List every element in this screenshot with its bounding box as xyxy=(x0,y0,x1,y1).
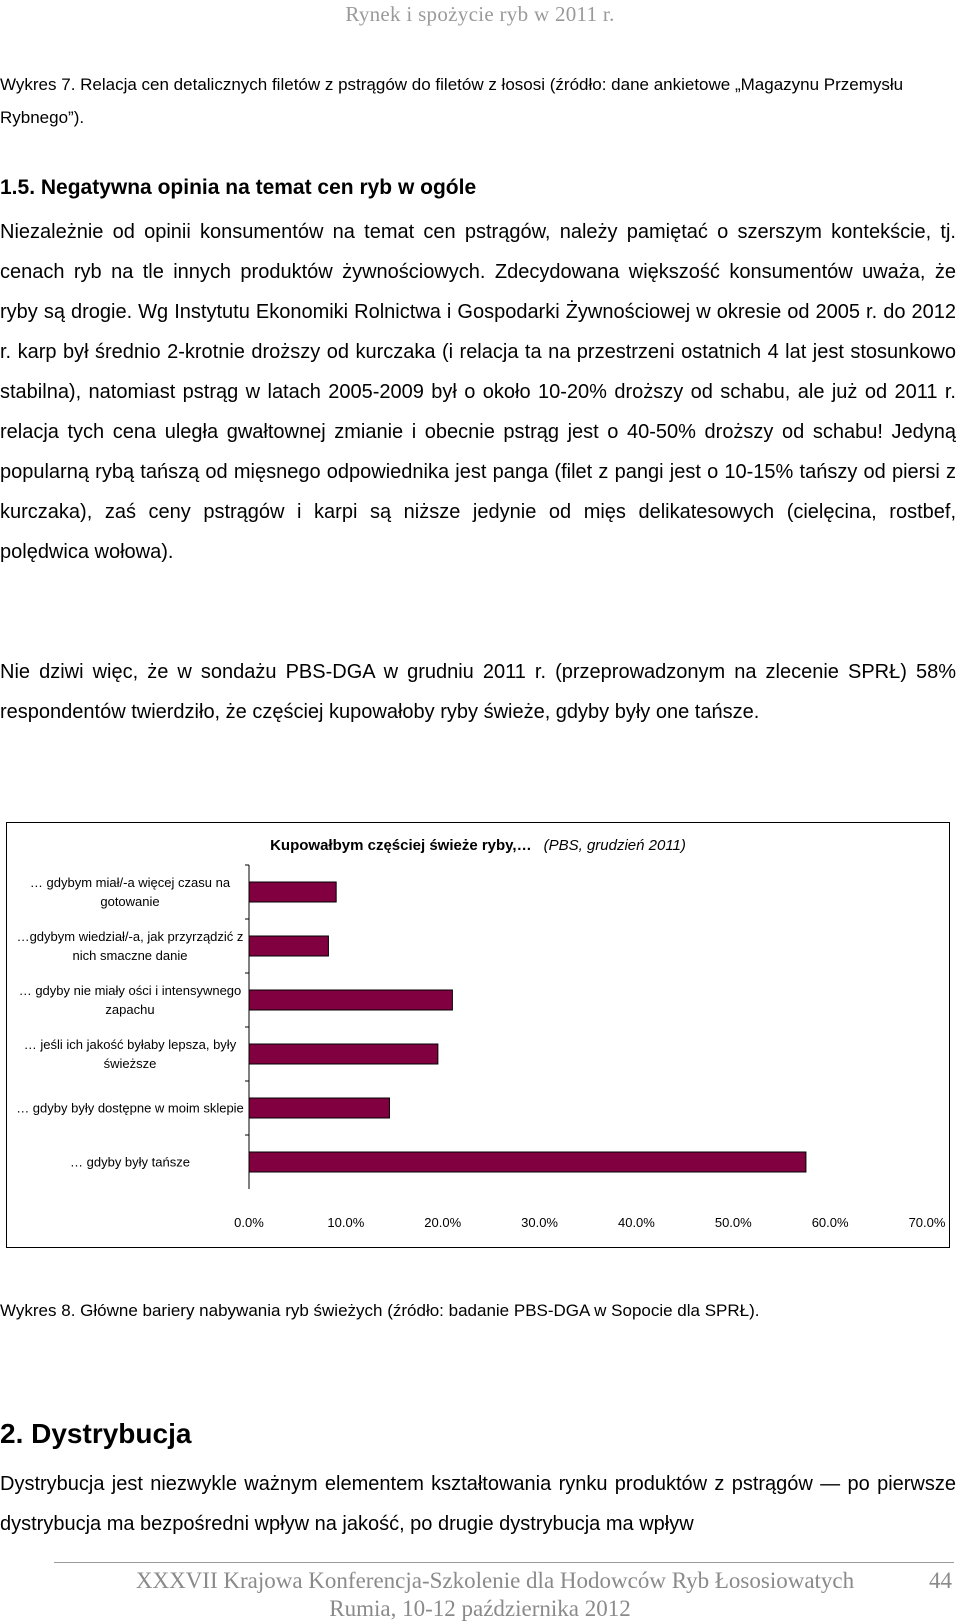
category-label: … jeśli ich jakość byłaby lepsza, były świeższe xyxy=(23,1037,237,1071)
section-1-5-heading xyxy=(0,176,476,200)
bar xyxy=(249,936,328,956)
bar xyxy=(249,1044,438,1064)
figure-8-caption: Wykres 8. Główne bariery nabywania ryb świeżych (źródło: badanie PBS-DGA w Sopocie dla SPRŁ). xyxy=(0,1301,760,1320)
bar xyxy=(249,1098,389,1118)
x-tick-label: 30.0% xyxy=(521,1215,558,1230)
bar xyxy=(249,1152,806,1172)
category-label: … gdyby nie miały ości i intensywnego zapachu xyxy=(18,983,242,1017)
chart-subtitle: (PBS, grudzień 2011) xyxy=(543,837,686,854)
category-label: …gdybym wiedział/-a, jak przyrządzić z nich smaczne danie xyxy=(16,929,244,963)
bar-chart xyxy=(6,822,950,1248)
footer-conference: XXXVII Krajowa Konferencja-Szkolenie dla Hodowców Ryb Łososiowatych xyxy=(135,1568,855,1593)
x-tick-label: 70.0% xyxy=(908,1215,946,1230)
category-label: … gdyby były tańsze xyxy=(70,1154,190,1170)
bar xyxy=(249,990,452,1010)
paragraph-prices: Niezależnie od opinii konsumentów na temat cen pstrągów, należy pamiętać o szerszym kontekście, tj. cenach ryb na tle innych produktów żywnościowych. Zdecydowana większość konsumentów uważa, że ryby są drogie. Wg Instytutu Ekonomiki Rolnictwa i Gospodarki Żywnościowej w okresie od 2005 r. do 2012 r. karp był średnio 2-krotnie droższy od kurczaka (i relacja ta na przestrzeni ostatnich 4 lat jest stosunkowo stabilna), natomiast pstrąg w latach 2005-2009 był o około 10-20% droższy od schabu, ale już od 2011 r. relacja tych cena uległa gwałtownej zmianie i obecnie pstrąg jest o 40-50% droższy od schabu! Jedyną popularną rybą tańszą od mięsnego odpowiednika jest panga (filet z pangi jest o 10-15% tańszy od piersi z kurczaka), zaś ceny pstrągów i karpi są niższe jedynie od mięs delikatesowych (cielęcina, rostbef, polędwica wołowa). xyxy=(0,221,956,563)
figure-7-caption: Wykres 7. Relacja cen detalicznych filetów z pstrągów do filetów z łososi (źródło: dane ankietowe „Magazynu Przemysłu Rybnego”). xyxy=(0,75,904,127)
page-number: 44 xyxy=(929,1568,952,1593)
category-label: … gdybym miał/-a więcej czasu na gotowanie xyxy=(29,875,231,909)
x-tick-label: 10.0% xyxy=(327,1215,365,1230)
bar xyxy=(249,882,336,902)
paragraph-survey: Nie dziwi więc, że w sondażu PBS-DGA w grudniu 2011 r. (przeprowadzonym na zlecenie SPRŁ) 58% respondentów twierdziło, że częściej kupowałoby ryby świeże, gdyby były one tańsze. xyxy=(0,661,956,723)
section-number: 1.5. xyxy=(0,176,36,199)
x-tick-label: 60.0% xyxy=(811,1215,849,1230)
x-tick-label: 0.0% xyxy=(234,1215,264,1230)
x-tick-label: 50.0% xyxy=(714,1215,752,1230)
x-tick-label: 20.0% xyxy=(424,1215,462,1230)
category-label: … gdyby były dostępne w moim sklepie xyxy=(16,1100,244,1116)
paragraph-distribution: Dystrybucja jest niezwykle ważnym elementem kształtowania rynku produktów z pstrągów — po pierwsze dystrybucja ma bezpośredni wpływ na jakość, po drugie dystrybucja ma wpływ xyxy=(0,1473,956,1535)
footer-rule xyxy=(54,1562,954,1563)
footer-location-date: Rumia, 10-12 października 2012 xyxy=(329,1596,631,1621)
chart-title-main: Kupowałbym częściej świeże ryby,… xyxy=(270,837,532,854)
x-tick-label: 40.0% xyxy=(617,1215,655,1230)
running-header: Rynek i spożycie ryb w 2011 r. xyxy=(345,2,615,26)
section-title: Negatywna opinia na temat cen ryb w ogóle xyxy=(40,176,477,199)
section-2-heading: 2. Dystrybucja xyxy=(0,1418,192,1449)
